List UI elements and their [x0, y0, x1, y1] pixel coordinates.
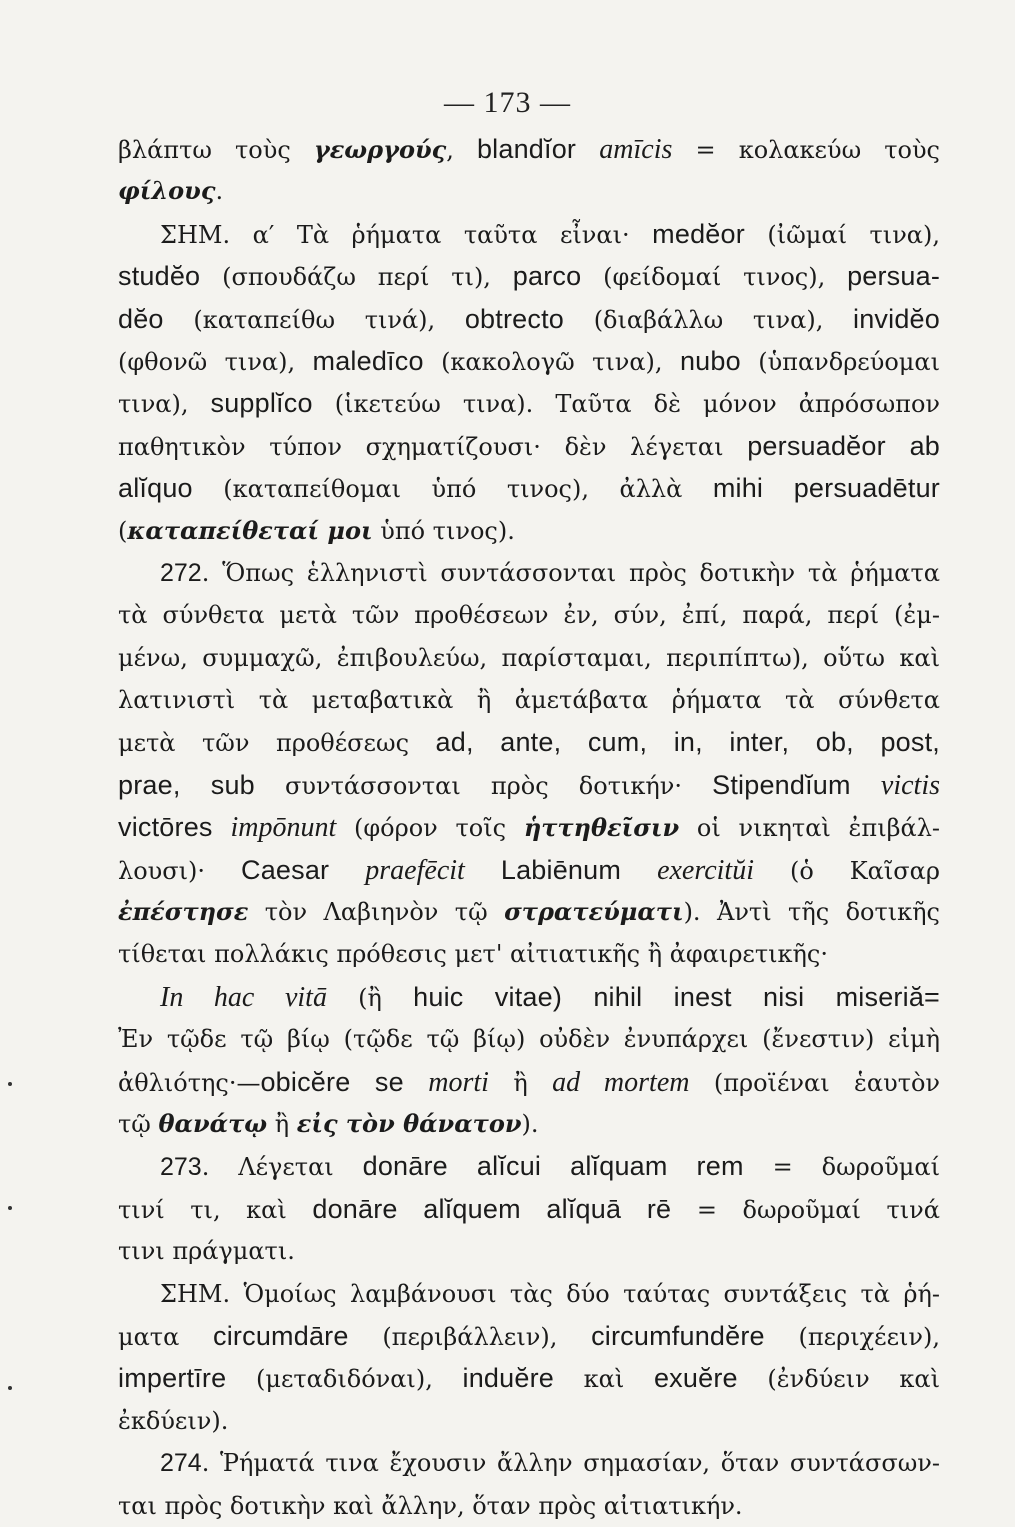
greek-text: (φόρον τοῖς	[336, 814, 524, 843]
text-line	[118, 1018, 940, 1060]
greek-text: = δωροῦμαί	[743, 1153, 940, 1182]
text-line	[118, 1145, 940, 1187]
latin-text: praefēcit	[365, 854, 465, 886]
latin-text: maledīco	[312, 345, 424, 376]
latin-text: donāre alĭquem alĭquā rē	[312, 1193, 672, 1224]
text-line	[118, 637, 940, 679]
greek-text: . Ὅπως ἑλληνιστὶ συντάσσονται πρὸς δοτικὴν τὰ ῥήματα	[201, 558, 940, 587]
latin-text: impertīre	[118, 1363, 227, 1394]
greek-text: (	[118, 516, 128, 545]
latin-text: huic vitae) nihil inest nisi miseriă=	[413, 981, 940, 1012]
greek-text: (μεταδιδόναι),	[226, 1365, 463, 1394]
greek-text: τὰ σύνθετα μετὰ τῶν προθέσεων ἐν, σύν, ἐπί, παρά, περί (ἐμ-	[118, 601, 940, 630]
latin-text: ad, ante, cum, in, inter, ob, post,	[435, 727, 940, 758]
page-text	[118, 128, 940, 1527]
greek-text: ματα	[118, 1322, 214, 1351]
latin-text: nubo	[679, 345, 741, 376]
latin-text: circumdāre	[213, 1320, 349, 1351]
greek-text: στρατεύματι	[504, 897, 684, 927]
text-line	[118, 1230, 940, 1272]
greek-text: ὑπό τινος).	[372, 516, 515, 545]
section-number: 274	[160, 1449, 202, 1478]
greek-text: (καταπείθομαι ὑπό τινος), ἀλλὰ	[192, 475, 713, 504]
latin-text: induĕre	[462, 1363, 554, 1394]
greek-text: τίθεται πολλάκις πρόθεσις μετ' αἰτιατικῆς ἢ ἀφαιρετικῆς·	[118, 940, 829, 969]
greek-text: (καταπείθω τινά),	[163, 305, 465, 334]
greek-text: καὶ	[554, 1365, 654, 1394]
page-number: — 173 —	[444, 86, 571, 119]
text-line	[118, 1315, 940, 1357]
latin-text: persuadĕor ab	[747, 430, 940, 461]
greek-text: θανάτῳ	[158, 1108, 268, 1138]
latin-text: donāre alĭcui alĭquam rem	[362, 1151, 744, 1182]
latin-text: blandĭor	[476, 134, 600, 164]
greek-text: ΣΗΜ. Ὁμοίως λαμβάνουσι τὰς δύο ταύτας συντάξεις τὰ ῥή-	[160, 1279, 940, 1308]
text-line	[118, 976, 940, 1018]
greek-text: λουσι)·	[118, 856, 241, 885]
text-line	[118, 467, 940, 509]
latin-text: studĕo	[118, 261, 201, 292]
text-line	[118, 933, 940, 975]
greek-text: εἰς τὸν θάνατον	[296, 1108, 522, 1138]
margin-speck	[8, 1206, 12, 1210]
latin-text: supplĭco	[210, 388, 313, 419]
text-line	[118, 891, 940, 933]
greek-text: ,	[446, 136, 477, 164]
latin-text: victōres	[118, 812, 231, 843]
greek-text: = δωροῦμαί τινά	[671, 1195, 940, 1224]
greek-text: Ἐν τῷδε τῷ βίῳ (τῷδε τῷ βίῳ) οὐδὲν ἐνυπάρχει (ἔνεστιν) εἰμὴ	[118, 1025, 940, 1054]
text-line	[118, 298, 940, 340]
margin-speck	[8, 1386, 12, 1390]
text-line	[118, 552, 940, 594]
text-line	[118, 1103, 940, 1145]
greek-text: τῷ	[118, 1109, 159, 1138]
text-line	[118, 1485, 940, 1527]
greek-text: τινι πράγματι.	[118, 1237, 295, 1266]
text-line	[118, 849, 940, 891]
text-line	[118, 128, 940, 170]
greek-text: (κακολογῶ τινα),	[423, 347, 680, 376]
text-line	[118, 510, 940, 552]
text-line	[118, 594, 940, 636]
greek-text: . Λέγεται	[201, 1153, 363, 1182]
latin-text: amīcis	[599, 134, 673, 165]
greek-text: γεωργούς	[313, 135, 447, 164]
greek-text: (σπουδάζω περί τι),	[200, 263, 513, 292]
greek-text: καταπείθεταί μοι	[127, 515, 373, 545]
latin-text: obicĕre se	[260, 1066, 429, 1097]
greek-text: ἐπέστησε	[118, 897, 249, 927]
greek-text: ἐκδύειν).	[118, 1406, 229, 1435]
text-line	[118, 679, 940, 721]
text-line	[118, 255, 940, 297]
latin-text: prae, sub	[118, 769, 255, 800]
greek-text: τινί τι, καὶ	[118, 1195, 313, 1224]
text-line	[118, 764, 940, 806]
latin-text: morti	[428, 1066, 489, 1098]
latin-text: exercitŭi	[657, 854, 754, 886]
text-line	[118, 425, 940, 467]
greek-text: βλάπτω τοὺς	[118, 136, 314, 164]
greek-text: μένω, συμμαχῶ, ἐπιβουλεύω, παρίσταμαι, περιπίπτω), οὕτω καὶ	[118, 643, 940, 672]
greek-text: .	[215, 177, 224, 206]
greek-text: τὸν Λαβιηνὸν τῷ	[248, 898, 505, 927]
text-line	[118, 1442, 940, 1484]
text-line	[118, 721, 940, 763]
greek-text: παθητικὸν τύπον σχηματίζουσι· δὲν λέγεται	[118, 432, 748, 461]
latin-text: victis	[880, 769, 940, 801]
latin-text: parco	[512, 261, 582, 292]
latin-text: Stipendĭum	[712, 769, 881, 800]
greek-text: ).	[521, 1109, 539, 1138]
greek-text: ἢ	[267, 1109, 297, 1138]
greek-text: λατινιστὶ τὰ μεταβατικὰ ἢ ἀμετάβατα ῥήματα τὰ σύνθετα	[118, 686, 940, 715]
text-line	[118, 806, 940, 848]
latin-text: obtrecto	[464, 303, 565, 334]
latin-text: In hac vitā	[160, 981, 327, 1013]
margin-speck	[8, 1082, 12, 1086]
greek-text: οἱ νικηταὶ ἐπιβάλ-	[679, 814, 940, 843]
greek-text: (ὑπανδρεύομαι	[740, 347, 940, 376]
latin-text: dĕo	[118, 303, 164, 334]
text-line	[118, 1400, 940, 1442]
latin-text: medĕor	[652, 218, 745, 249]
greek-text: ται πρὸς δοτικὴν καὶ ἄλλην, ὅταν πρὸς αἰτιατικήν.	[118, 1491, 743, 1520]
greek-text: ἢ	[488, 1068, 553, 1097]
greek-text: (ἐνδύειν καὶ	[737, 1365, 940, 1394]
greek-text: = κολακεύω τοὺς	[672, 136, 940, 164]
greek-text: ἀθλιότης·—	[118, 1068, 261, 1097]
section-number: 272	[160, 558, 202, 587]
latin-text: circumfundĕre	[591, 1320, 765, 1351]
greek-text: ). Ἀντὶ τῆς δοτικῆς	[683, 898, 940, 927]
text-line	[118, 1357, 940, 1399]
latin-text: exuĕre	[653, 1363, 738, 1394]
greek-text: (περιβάλλειν),	[348, 1322, 592, 1351]
greek-text: (ἰῶμαί τινα),	[744, 220, 940, 249]
text-line	[118, 1188, 940, 1230]
latin-text: impōnunt	[230, 812, 337, 844]
latin-text: persua-	[847, 261, 940, 292]
latin-text: invidĕo	[853, 303, 940, 334]
greek-text: ἡττηθεῖσιν	[523, 813, 680, 843]
latin-text: Labiēnum	[464, 854, 658, 885]
greek-text: ΣΗΜ. α′ Τὰ ῥήματα ταῦτα εἶναι·	[160, 220, 653, 249]
greek-text: (διαβάλλω τινα),	[564, 305, 854, 334]
section-number: 273	[160, 1153, 202, 1182]
greek-text: (φθονῶ τινα),	[118, 347, 313, 376]
greek-text: φίλους	[118, 176, 216, 206]
latin-text: ad mortem	[552, 1066, 690, 1098]
text-line	[118, 1273, 940, 1315]
greek-text: συντάσσονται πρὸς δοτικήν·	[254, 771, 713, 800]
greek-text: τινα),	[118, 390, 211, 419]
text-line	[118, 1061, 940, 1103]
latin-text: mihi persuadētur	[712, 473, 940, 504]
greek-text: (ὁ Καῖσαρ	[753, 856, 940, 885]
text-line	[118, 382, 940, 424]
text-line	[118, 340, 940, 382]
greek-text: (φείδομαί τινος),	[581, 263, 848, 292]
latin-text: Caesar	[241, 854, 366, 885]
latin-text: alĭquo	[118, 473, 193, 504]
greek-text: (προϊέναι ἑαυτὸν	[689, 1068, 940, 1097]
text-line	[118, 170, 940, 212]
greek-text: μετὰ τῶν προθέσεως	[118, 729, 436, 758]
greek-text: . Ῥήματά τινα ἔχουσιν ἄλλην σημασίαν, ὅταν συντάσσων-	[201, 1449, 940, 1478]
greek-text: (ἢ	[326, 983, 414, 1012]
text-line	[118, 213, 940, 255]
greek-text: (περιχέειν),	[764, 1322, 940, 1351]
greek-text: (ἱκετεύω τινα). Ταῦτα δὲ μόνον ἀπρόσωπον	[312, 390, 940, 419]
